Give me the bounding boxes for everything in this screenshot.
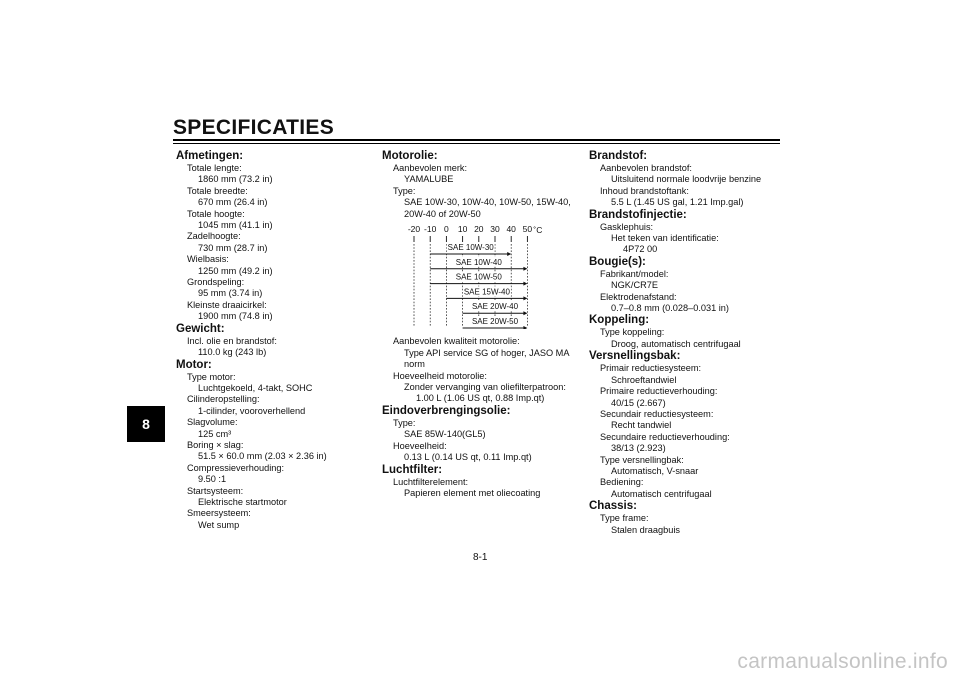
spec-label: Totale breedte:: [187, 185, 248, 196]
spec-label: Totale hoogte:: [187, 208, 245, 219]
chapter-tab: 8: [127, 406, 165, 442]
spec-column-2: [382, 150, 577, 499]
spec-value: SAE 85W-140(GL5): [404, 429, 486, 440]
viscosity-grade-label: SAE 20W-50: [471, 317, 519, 327]
section-title: Eindoverbrengingsolie:: [382, 404, 511, 417]
section-title: Koppeling:: [589, 314, 650, 327]
spec-label: Fabrikant/model:: [600, 268, 669, 279]
spec-subvalue: 4P72 00: [623, 244, 658, 255]
spec-label: Type versnellingbak:: [600, 454, 684, 465]
page-title: SPECIFICATIES: [173, 116, 335, 139]
spec-value: 110.0 kg (243 lb): [198, 347, 267, 358]
spec-label: Zadelhoogte:: [187, 231, 241, 242]
spec-value: Papieren element met oliecoating: [404, 487, 541, 498]
section-title: Motor:: [176, 358, 212, 371]
spec-section: [382, 405, 577, 464]
spec-value: 1900 mm (74.8 in): [198, 311, 273, 322]
spec-label: Startsysteem:: [187, 485, 244, 496]
spec-label: Boring × slag:: [187, 439, 244, 450]
spec-section: [176, 359, 361, 532]
temperature-unit: ˚C: [533, 225, 543, 236]
spec-value: 5.5 L (1.45 US gal, 1.21 Imp.gal): [611, 197, 744, 208]
spec-subvalue: 1.00 L (1.06 US qt, 0.88 Imp.qt): [416, 393, 545, 404]
spec-value: Zonder vervanging van oliefilterpatroon:: [404, 382, 566, 393]
spec-label: Kleinste draaicirkel:: [187, 299, 267, 310]
viscosity-range-arrow: [523, 311, 527, 315]
spec-label: Gasklephuis:: [600, 221, 654, 232]
spec-label: Smeersysteem:: [187, 508, 251, 519]
spec-label: Type:: [393, 185, 416, 196]
spec-label: Cilinderopstelling:: [187, 394, 260, 405]
title-rule-thin: [173, 143, 780, 144]
spec-value: 38/13 (2.923): [611, 443, 666, 454]
spec-value: 1860 mm (73.2 in): [198, 174, 273, 185]
spec-value: 730 mm (28.7 in): [198, 242, 268, 253]
spec-section: [589, 150, 784, 209]
temperature-tick-label: 0: [444, 224, 449, 235]
spec-section: [589, 350, 784, 500]
spec-value: 0.13 L (0.14 US qt, 0.11 Imp.qt): [404, 452, 532, 463]
spec-label: Grondspeling:: [187, 277, 245, 288]
spec-value: norm: [404, 359, 425, 370]
section-title: Bougie(s):: [589, 255, 646, 268]
spec-value: Luchtgekoeld, 4-takt, SOHC: [198, 382, 313, 393]
spec-value: Droog, automatisch centrifugaal: [611, 338, 741, 349]
spec-label: Luchtfilterelement:: [393, 476, 469, 487]
section-title: Luchtfilter:: [382, 463, 443, 476]
spec-value: Stalen draagbuis: [611, 524, 680, 535]
section-title: Gewicht:: [176, 322, 225, 335]
section-title: Versnellingsbak:: [589, 350, 681, 363]
spec-column-1: [176, 150, 361, 531]
spec-label: Primair reductiesysteem:: [600, 363, 702, 374]
viscosity-grade-label: SAE 10W-30: [447, 243, 494, 253]
viscosity-range-arrow: [523, 326, 527, 329]
section-title: Motorolie:: [382, 150, 438, 162]
spec-section: [176, 150, 361, 323]
spec-value: Het teken van identificatie:: [611, 233, 719, 244]
temperature-tick-label: 30: [490, 224, 500, 235]
spec-value: Elektrische startmotor: [198, 496, 287, 507]
temperature-tick-label: 20: [474, 224, 484, 235]
spec-value: 670 mm (26.4 in): [198, 197, 268, 208]
spec-value: Schroeftandwiel: [611, 374, 677, 385]
spec-value: NGK/CR7E: [611, 280, 658, 291]
spec-value: 1-cilinder, vooroverhellend: [198, 405, 306, 416]
spec-value: Wet sump: [198, 519, 240, 530]
temperature-tick-label: 40: [506, 224, 516, 235]
spec-label: Aanbevolen merk:: [393, 163, 468, 173]
spec-section: [589, 500, 784, 536]
watermark: carmanualsonline.info: [737, 650, 948, 673]
spec-section: [589, 209, 784, 256]
spec-value: 125 cm³: [198, 428, 232, 439]
spec-label: Secundaire reductieverhouding:: [600, 431, 730, 442]
viscosity-chart-svg: [404, 223, 564, 329]
viscosity-chart: [382, 223, 577, 332]
spec-label: Type motor:: [187, 371, 236, 382]
spec-section: [176, 323, 361, 359]
spec-label: Type:: [393, 417, 416, 428]
spec-label: Incl. olie en brandstof:: [187, 335, 277, 346]
spec-value: 40/15 (2.667): [611, 397, 666, 408]
spec-value: Uitsluitend normale loodvrije benzine: [611, 174, 762, 185]
spec-label: Aanbevolen brandstof:: [600, 163, 692, 173]
temperature-tick-label: -10: [424, 224, 437, 235]
viscosity-range-arrow: [523, 296, 527, 300]
spec-value: 0.7–0.8 mm (0.028–0.031 in): [611, 303, 729, 314]
spec-section: [382, 150, 577, 405]
page-number: 8-1: [473, 552, 488, 563]
spec-section: [589, 256, 784, 315]
spec-label: Bediening:: [600, 477, 644, 488]
viscosity-range-arrow: [507, 252, 511, 256]
viscosity-grade-label: SAE 10W-50: [455, 272, 502, 282]
spec-label: Aanbevolen kwaliteit motorolie:: [393, 336, 520, 347]
spec-label: Primaire reductieverhouding:: [600, 386, 718, 397]
spec-value: 20W-40 of 20W-50: [404, 208, 481, 219]
spec-value: 51.5 × 60.0 mm (2.03 × 2.36 in): [198, 451, 327, 462]
spec-value: SAE 10W-30, 10W-40, 10W-50, 15W-40,: [404, 197, 571, 208]
spec-column-3: [589, 150, 784, 536]
viscosity-grade-label: SAE 15W-40: [463, 287, 510, 297]
spec-label: Hoeveelheid:: [393, 440, 447, 451]
spec-label: Type koppeling:: [600, 327, 665, 338]
spec-label: Inhoud brandstoftank:: [600, 185, 689, 196]
spec-label: Secundair reductiesysteem:: [600, 408, 714, 419]
spec-value: YAMALUBE: [404, 174, 454, 185]
spec-value: 1250 mm (49.2 in): [198, 265, 273, 276]
spec-label: Wielbasis:: [187, 254, 229, 265]
viscosity-range-arrow: [523, 267, 527, 271]
title-rule: [173, 139, 780, 141]
section-title: Afmetingen:: [176, 150, 244, 162]
spec-value: 9.50 :1: [198, 474, 227, 485]
temperature-tick-label: 10: [457, 224, 468, 235]
viscosity-grade-label: SAE 10W-40: [455, 257, 502, 267]
section-title: Chassis:: [589, 500, 637, 513]
spec-value: Type API service SG of hoger, JASO MA: [404, 347, 570, 358]
section-title: Brandstof:: [589, 150, 648, 162]
spec-label: Type frame:: [600, 513, 649, 524]
viscosity-grade-label: SAE 20W-40: [471, 302, 519, 312]
spec-value: Automatisch, V-snaar: [611, 465, 699, 476]
spec-section: [382, 464, 577, 500]
spec-value: 1045 mm (41.1 in): [198, 220, 273, 231]
viscosity-range-arrow: [523, 282, 527, 286]
spec-section: [589, 314, 784, 350]
spec-value: Recht tandwiel: [611, 420, 672, 431]
spec-value: Automatisch centrifugaal: [611, 488, 712, 499]
spec-label: Hoeveelheid motorolie:: [393, 370, 487, 381]
spec-label: Slagvolume:: [187, 417, 238, 428]
temperature-tick-label: 50: [522, 224, 533, 235]
temperature-tick-label: -20: [407, 224, 421, 235]
spec-label: Totale lengte:: [187, 163, 242, 173]
spec-label: Compressieverhouding:: [187, 462, 285, 473]
spec-label: Elektrodenafstand:: [600, 291, 677, 302]
spec-value: 95 mm (3.74 in): [198, 288, 263, 299]
section-title: Brandstofinjectie:: [589, 208, 687, 221]
